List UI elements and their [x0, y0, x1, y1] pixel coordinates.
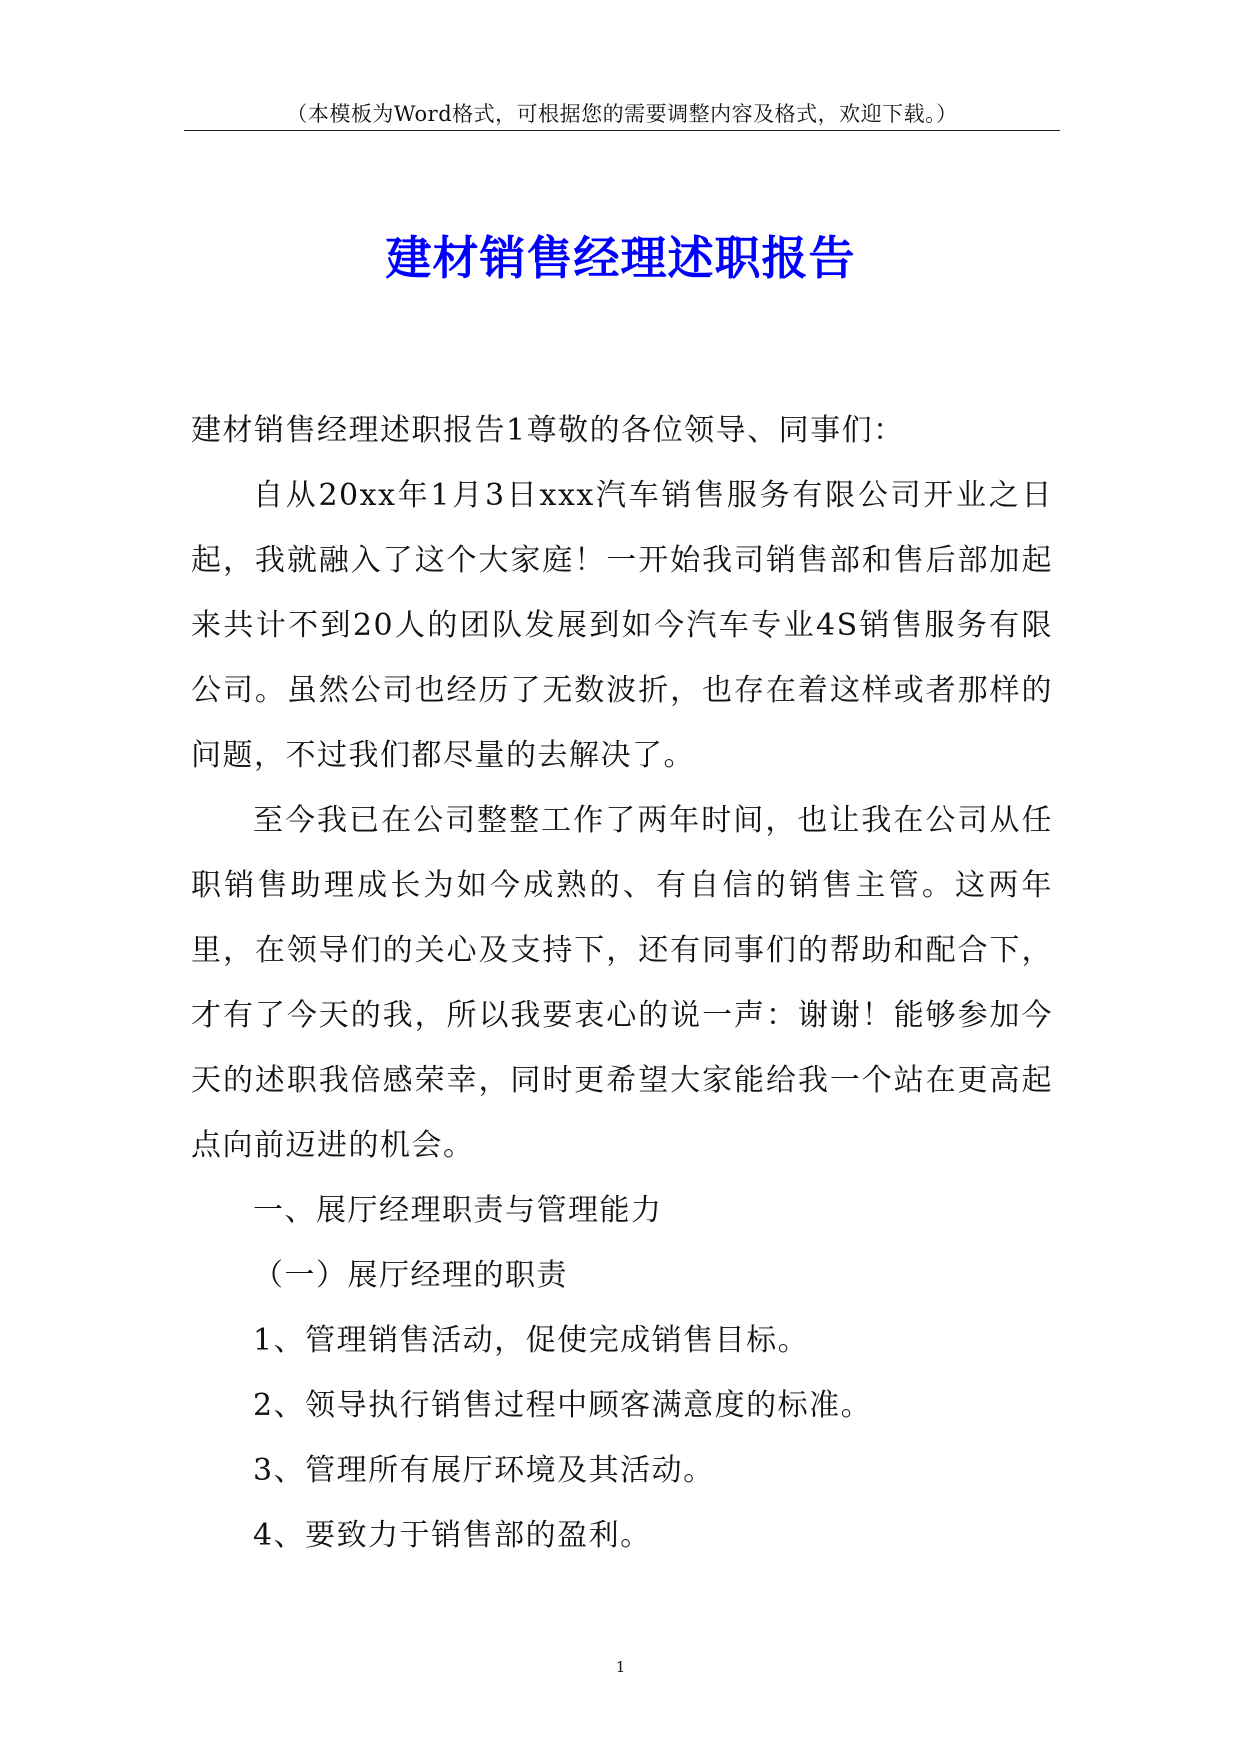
- opening-paragraph: 建材销售经理述职报告1尊敬的各位领导、同事们：: [191, 413, 905, 448]
- section-heading: 一、展厅经理职责与管理能力: [253, 1193, 663, 1228]
- page-number: 1: [615, 1658, 626, 1676]
- list-item: 2、领导执行销售过程中顾客满意度的标准。: [253, 1388, 873, 1423]
- template-header-note: （本模板为Word格式，可根据您的需要调整内容及格式，欢迎下载。）: [286, 102, 958, 126]
- list-item: 1、管理销售活动，促使完成销售目标。: [253, 1323, 810, 1358]
- subsection-heading: （一）展厅经理的职责: [253, 1258, 568, 1293]
- body-paragraph: 至今我已在公司整整工作了两年时间，也让我在公司从任职销售助理成长为如今成熟的、有自信的销售主管。这两年里，在领导们的关心及支持下，还有同事们的帮助和配合下，才有了今天的我，所以我要衷心的说一声：谢谢！能够参加今天的述职我倍感荣幸，同时更希望大家能给我一个站在更高起点向前迈进的机会。: [191, 803, 1053, 1163]
- document-title: 建材销售经理述职报告: [385, 231, 856, 285]
- header-divider: [184, 130, 1060, 131]
- document-body: [191, 398, 1053, 1568]
- list-item: 3、管理所有展厅环境及其活动。: [253, 1453, 715, 1488]
- body-paragraph: 自从20xx年1月3日xxx汽车销售服务有限公司开业之日起，我就融入了这个大家庭！一开始我司销售部和售后部加起来共计不到20人的团队发展到如今汽车专业4S销售服务有限公司。虽然公司也经历了无数波折，也存在着这样或者那样的问题，不过我们都尽量的去解决了。: [191, 478, 1053, 773]
- list-item: 4、要致力于销售部的盈利。: [253, 1518, 652, 1553]
